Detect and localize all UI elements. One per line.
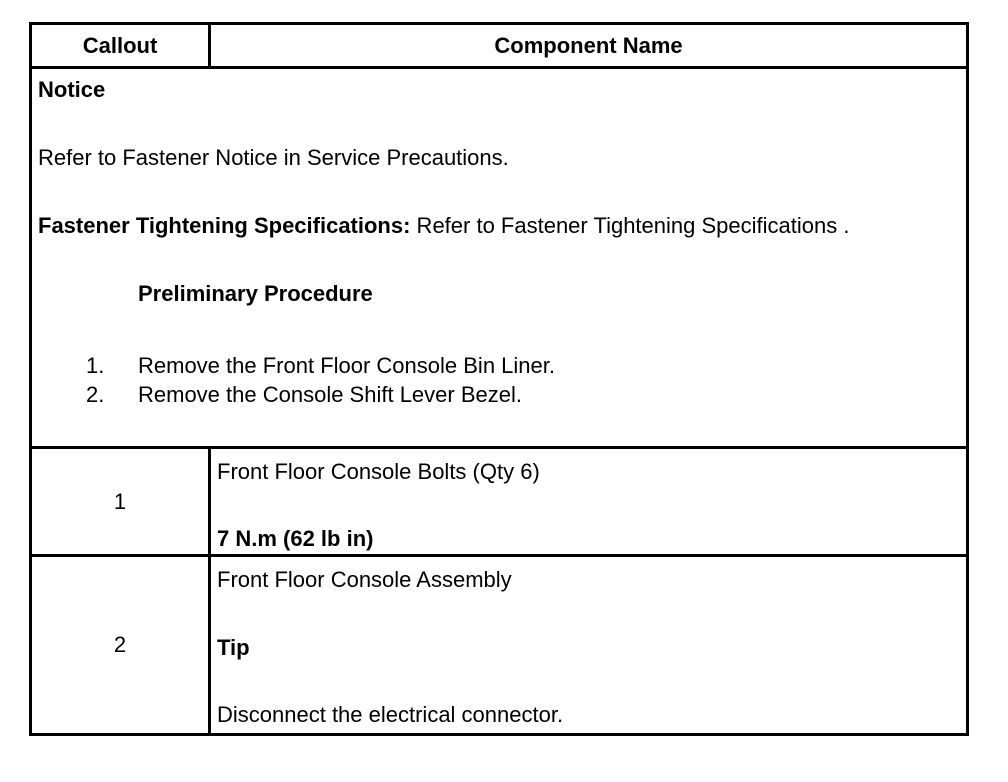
component-name: Front Floor Console Assembly [217, 567, 512, 592]
component-cell [211, 449, 966, 554]
step-text: Remove the Console Shift Lever Bezel. [138, 382, 522, 407]
callout-number: 1 [32, 449, 211, 554]
step-text: Remove the Front Floor Console Bin Liner. [138, 353, 555, 378]
table-header-row [32, 25, 966, 69]
components-table [29, 22, 969, 736]
fastener-spec-line [38, 209, 849, 243]
step-number: 2. [86, 382, 105, 407]
notice-text: Refer to Fastener Notice in Service Precautions. [38, 145, 509, 170]
fastener-spec-text: Refer to Fastener Tightening Specifications . [410, 213, 850, 238]
fastener-spec-label: Fastener Tightening Specifications: [38, 213, 411, 238]
callout-column-header: Callout [32, 25, 211, 66]
step-number: 1. [86, 353, 105, 378]
table-row [32, 449, 966, 557]
tip-label: Tip [217, 635, 250, 660]
preliminary-procedure-title: Preliminary Procedure [138, 281, 373, 306]
component-cell [211, 557, 966, 733]
notice-section [32, 69, 966, 449]
tip-text: Disconnect the electrical connector. [217, 702, 564, 727]
notice-title: Notice [38, 77, 106, 102]
torque-spec: 7 N.m (62 lb in) [217, 526, 374, 551]
table-row [32, 557, 966, 733]
component-name-column-header: Component Name [494, 32, 683, 58]
callout-number: 2 [32, 557, 211, 733]
component-name: Front Floor Console Bolts (Qty 6) [217, 459, 540, 484]
